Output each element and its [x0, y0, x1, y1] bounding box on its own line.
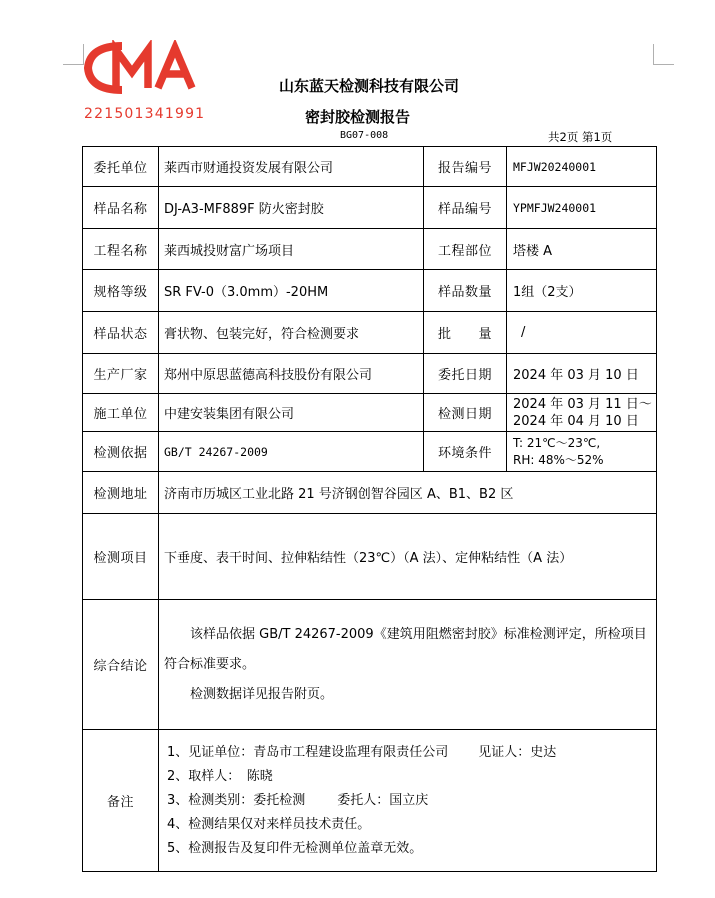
standard-value: GB/T 24267-2009 — [159, 432, 424, 472]
batch-label: 批 量 — [424, 312, 507, 354]
page-corner-mark-right — [653, 44, 674, 65]
conclusion-value — [159, 600, 657, 730]
remark-item: 5、检测报告及复印件无检测单位盖章无效。 — [167, 840, 423, 856]
table-row — [83, 229, 657, 270]
page-info: 共2页 第1页 — [548, 130, 613, 144]
remarks-label: 备注 — [83, 730, 159, 872]
project-label: 工程名称 — [83, 229, 159, 270]
table-row — [83, 147, 657, 187]
sample-name-label: 样品名称 — [83, 187, 159, 229]
test-items-label: 检测项目 — [83, 514, 159, 600]
company-name: 山东蓝天检测科技有限公司 — [278, 77, 459, 95]
test-items-value: 下垂度、表干时间、拉伸粘结性（23℃）（A 法）、定伸粘结性（A 法） — [159, 514, 657, 600]
document-code: BG07-008 — [340, 130, 389, 141]
sample-name-value: DJ-A3-MF889F 防火密封胶 — [159, 187, 424, 229]
table-row — [83, 600, 657, 730]
manufacturer-value: 郑州中原思蓝德高科技股份有限公司 — [159, 354, 424, 394]
test-date-end: 2024 年 04 月 10 日 — [513, 413, 639, 429]
sample-no-value: YPMFJW240001 — [507, 187, 657, 229]
conclusion-note: 检测数据详见报告附页。 — [190, 686, 334, 702]
conclusion-paragraph: 该样品依据 GB/T 24267-2009《建筑用阻燃密封胶》标准检测评定，所检项目符合标准要求。 — [164, 626, 647, 672]
report-table — [82, 146, 657, 872]
client-label: 委托单位 — [83, 147, 159, 187]
witness-name: 见证人：史达 — [478, 744, 557, 760]
remarks-list — [159, 730, 657, 872]
remark-item: 4、检测结果仅对来样员技术责任。 — [167, 816, 371, 832]
test-date-start: 2024 年 03 月 11 日～ — [513, 396, 652, 412]
test-date-value — [507, 394, 657, 432]
remark-item: 2、取样人： 陈晓 — [167, 768, 273, 784]
cma-cert-number: 221501341991 — [84, 106, 206, 122]
table-row — [83, 187, 657, 229]
conclusion-label: 综合结论 — [83, 600, 159, 730]
table-row — [83, 354, 657, 394]
environment-temp: T: 21℃～23℃, — [513, 435, 601, 450]
manufacturer-label: 生产厂家 — [83, 354, 159, 394]
table-row — [83, 730, 657, 872]
table-row — [83, 270, 657, 312]
test-address-label: 检测地址 — [83, 472, 159, 514]
remark-item: 3、检测类别：委托检测 委托人：国立庆 — [167, 792, 429, 808]
standard-label: 检测依据 — [83, 432, 159, 472]
table-row — [83, 514, 657, 600]
table-row — [83, 394, 657, 432]
entrust-date-label: 委托日期 — [424, 354, 507, 394]
spec-value: SR FV-0（3.0mm）-20HM — [159, 270, 424, 312]
sample-state-label: 样品状态 — [83, 312, 159, 354]
project-value: 莱西城投财富广场项目 — [159, 229, 424, 270]
sample-state-value: 膏状物、包装完好，符合检测要求 — [159, 312, 424, 354]
test-address-value: 济南市历城区工业北路 21 号济钢创智谷园区 A、B1、B2 区 — [159, 472, 657, 514]
contractor-label: 施工单位 — [83, 394, 159, 432]
project-part-label: 工程部位 — [424, 229, 507, 270]
sample-no-label: 样品编号 — [424, 187, 507, 229]
environment-value — [507, 432, 657, 472]
entrust-date-value: 2024 年 03 月 10 日 — [507, 354, 657, 394]
environment-humidity: RH: 48%～52% — [513, 452, 604, 467]
table-row — [83, 432, 657, 472]
table-row — [83, 312, 657, 354]
environment-label: 环境条件 — [424, 432, 507, 472]
sample-qty-label: 样品数量 — [424, 270, 507, 312]
spec-label: 规格等级 — [83, 270, 159, 312]
table-row — [83, 472, 657, 514]
sample-qty-value: 1组（2支） — [507, 270, 657, 312]
report-no-label: 报告编号 — [424, 147, 507, 187]
batch-value: / — [507, 312, 657, 354]
contractor-value: 中建安装集团有限公司 — [159, 394, 424, 432]
report-title: 密封胶检测报告 — [304, 108, 410, 126]
project-part-value: 塔楼 A — [507, 229, 657, 270]
remark-item: 1、见证单位：青岛市工程建设监理有限责任公司 见证人：史达 — [167, 744, 557, 760]
client-value: 莱西市财通投资发展有限公司 — [159, 147, 424, 187]
entrust-person: 委托人：国立庆 — [337, 792, 429, 808]
report-no-value: MFJW20240001 — [507, 147, 657, 187]
test-date-label: 检测日期 — [424, 394, 507, 432]
